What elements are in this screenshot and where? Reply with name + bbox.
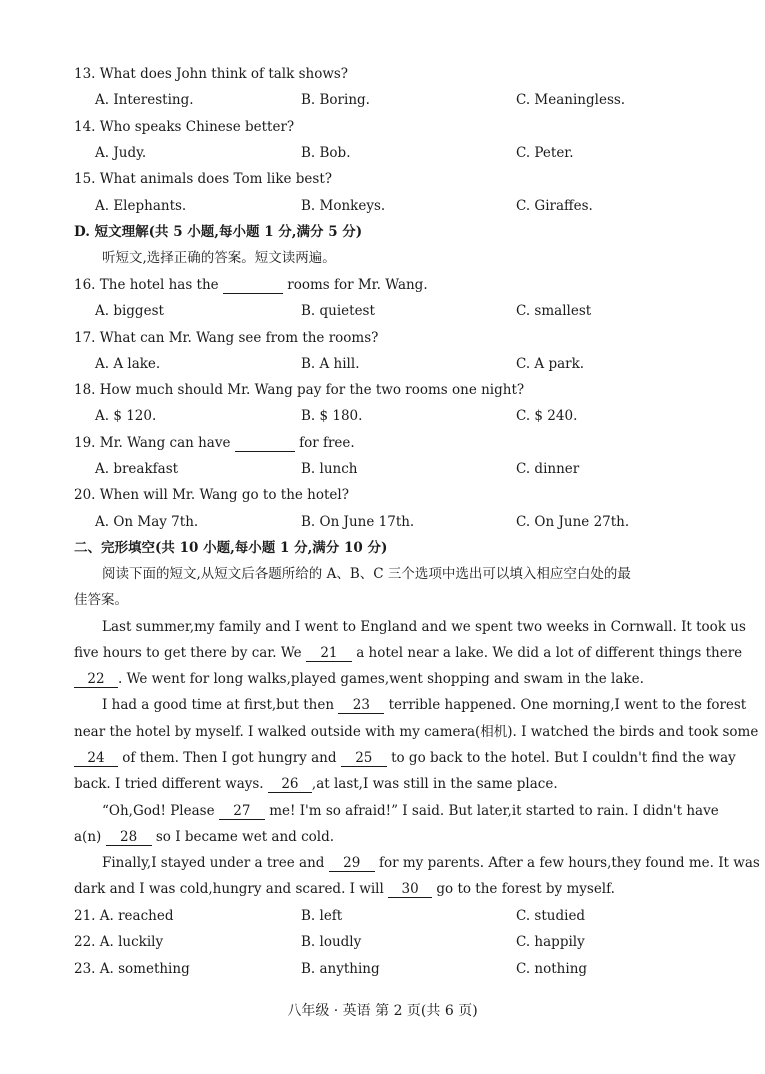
- blank-23: 23: [338, 699, 384, 714]
- option-17c: C. A park.: [516, 356, 585, 372]
- passage-text: a(n): [74, 829, 102, 845]
- option-15a: A. Elephants.: [95, 198, 187, 214]
- question-20: 20. When will Mr. Wang go to the hotel?: [74, 487, 349, 503]
- option-13c: C. Meaningless.: [516, 92, 626, 108]
- option-16a: A. biggest: [95, 303, 164, 319]
- passage-text: for my parents. After a few hours,they found me. It was: [379, 855, 760, 871]
- question-16-post: rooms for Mr. Wang.: [287, 277, 428, 293]
- blank-21: 21: [306, 647, 352, 662]
- option-20c: C. On June 27th.: [516, 514, 630, 530]
- blank-24: 24: [74, 752, 118, 767]
- cloze-instructions-line1: 阅读下面的短文,从短文后各题所给的 A、B、C 三个选项中选出可以填入相应空白处的最: [102, 566, 631, 582]
- blank-22: 22: [74, 673, 118, 688]
- passage-text: so I became wet and cold.: [155, 829, 335, 845]
- blank-26: 26: [268, 778, 312, 793]
- option-23c: C. nothing: [516, 961, 588, 977]
- passage-text: of them. Then I got hungry and: [122, 750, 337, 766]
- passage-text: to go back to the hotel. But I couldn't find the way: [391, 750, 736, 766]
- passage-text: Finally,I stayed under a tree and: [102, 855, 325, 871]
- passage-text: me! I'm so afraid!” I said. But later,it started to rain. I didn't have: [269, 803, 719, 819]
- option-15c: C. Giraffes.: [516, 198, 593, 214]
- question-18: 18. How much should Mr. Wang pay for the two rooms one night?: [74, 382, 525, 398]
- question-14: 14. Who speaks Chinese better?: [74, 119, 295, 135]
- question-19-post: for free.: [299, 435, 355, 451]
- option-19a: A. breakfast: [95, 461, 179, 477]
- option-17b: B. A hill.: [301, 356, 360, 372]
- option-16b: B. quietest: [301, 303, 375, 319]
- section-d-instructions: 听短文,选择正确的答案。短文读两遍。: [102, 250, 336, 266]
- passage-line: [74, 883, 615, 898]
- page-footer: 八年级 · 英语 第 2 页(共 6 页): [287, 1003, 478, 1019]
- option-18a: A. $ 120.: [95, 408, 157, 424]
- question-15: 15. What animals does Tom like best?: [74, 171, 333, 187]
- option-14b: B. Bob.: [301, 145, 351, 161]
- option-21a: 21. A. reached: [74, 908, 174, 924]
- option-22c: C. happily: [516, 934, 585, 950]
- blank-29: 29: [329, 857, 375, 872]
- option-13b: B. Boring.: [301, 92, 370, 108]
- option-23a: 23. A. something: [74, 961, 190, 977]
- passage-line: [74, 752, 736, 767]
- cloze-instructions-line2: 佳答案。: [74, 592, 128, 608]
- option-16c: C. smallest: [516, 303, 592, 319]
- passage-line: [74, 647, 742, 662]
- blank-30: 30: [388, 883, 432, 898]
- blank-27: 27: [219, 805, 265, 820]
- option-18c: C. $ 240.: [516, 408, 578, 424]
- option-14c: C. Peter.: [516, 145, 574, 161]
- passage-text: back. I tried different ways.: [74, 776, 264, 792]
- option-13a: A. Interesting.: [95, 92, 194, 108]
- question-16: [74, 279, 428, 294]
- passage-line: Last summer,my family and I went to England and we spent two weeks in Cornwall. It took us: [102, 619, 746, 635]
- blank-28: 28: [106, 831, 152, 846]
- passage-text: I had a good time at first,but then: [102, 697, 335, 713]
- blank-25: 25: [341, 752, 387, 767]
- option-23b: B. anything: [301, 961, 380, 977]
- option-19c: C. dinner: [516, 461, 580, 477]
- answer-blank: [223, 279, 283, 294]
- option-22a: 22. A. luckily: [74, 934, 164, 950]
- question-19: [74, 437, 355, 452]
- option-17a: A. A lake.: [95, 356, 161, 372]
- option-18b: B. $ 180.: [301, 408, 363, 424]
- passage-text: a hotel near a lake. We did a lot of different things there: [356, 645, 743, 661]
- answer-blank: [235, 437, 295, 452]
- option-20b: B. On June 17th.: [301, 514, 415, 530]
- passage-text: dark and I was cold,hungry and scared. I will: [74, 881, 384, 897]
- passage-line: [74, 778, 558, 793]
- passage-text: five hours to get there by car. We: [74, 645, 302, 661]
- option-19b: B. lunch: [301, 461, 358, 477]
- passage-line: [102, 857, 760, 872]
- passage-text: terrible happened. One morning,I went to the forest: [388, 697, 747, 713]
- option-22b: B. loudly: [301, 934, 362, 950]
- option-20a: A. On May 7th.: [95, 514, 199, 530]
- question-17: 17. What can Mr. Wang see from the rooms?: [74, 330, 379, 346]
- passage-line: near the hotel by myself. I walked outside with my camera(相机). I watched the birds and took some: [74, 724, 759, 740]
- option-15b: B. Monkeys.: [301, 198, 386, 214]
- passage-text: ,at last,I was still in the same place.: [311, 776, 558, 792]
- question-16-pre: 16. The hotel has the: [74, 277, 219, 293]
- passage-text: “Oh,God! Please: [102, 803, 215, 819]
- section-d-title: D. 短文理解(共 5 小题,每小题 1 分,满分 5 分): [74, 224, 363, 240]
- option-21c: C. studied: [516, 908, 586, 924]
- question-13: 13. What does John think of talk shows?: [74, 66, 349, 82]
- cloze-section-title: 二、完形填空(共 10 小题,每小题 1 分,满分 10 分): [74, 540, 388, 556]
- option-21b: B. left: [301, 908, 343, 924]
- question-19-pre: 19. Mr. Wang can have: [74, 435, 231, 451]
- passage-text: . We went for long walks,played games,went shopping and swam in the lake.: [118, 671, 644, 687]
- option-14a: A. Judy.: [95, 145, 147, 161]
- passage-line: [74, 831, 334, 846]
- passage-line: [102, 805, 719, 820]
- passage-text: go to the forest by myself.: [436, 881, 615, 897]
- passage-line: [102, 699, 746, 714]
- passage-line: [74, 673, 644, 688]
